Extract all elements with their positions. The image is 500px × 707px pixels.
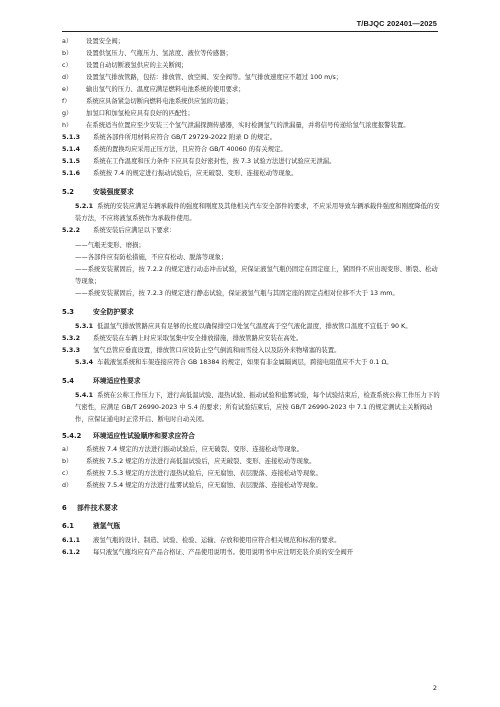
section-title: 环境适应性试验顺序和要求应符合 (93, 432, 195, 440)
list-marker: d） (62, 74, 73, 81)
clause-number: 6.1.1 (62, 537, 81, 544)
list-marker: c） (62, 470, 72, 477)
section-title: 环境适应性要求 (93, 377, 141, 385)
list-marker: a） (62, 38, 73, 45)
list-text: 设置氢气排放管路，包括：排放管、放空阀、安全阀等。氢气排放速度应不超过 100 m/s； (86, 74, 343, 81)
clause (62, 357, 440, 369)
list-marker: b） (62, 50, 73, 57)
clause-text: 系统按 7.4 的规定进行振动试验后，应无破裂、变形、连接松动等现象。 (93, 170, 298, 177)
clause-text: 系统的安装应满足车辆承载件的强度和刚度及其他相关汽车安全部件的要求，不应采用导致车辆承载件强度和刚度降低的安装方法，不应将液氢系统作为承载件使用。 (75, 203, 440, 222)
section-heading (62, 186, 440, 198)
list-item (62, 60, 440, 72)
clause-number: 5.4.1 (75, 392, 94, 399)
clause (62, 144, 440, 156)
list-marker: f） (62, 98, 71, 105)
clause-text: 系统在工作温度和压力条件下应具有良好密封性，按 7.3 试验方法进行试验应无泄漏。 (93, 158, 336, 165)
subsection-heading (62, 430, 440, 442)
clause (62, 345, 440, 357)
section-title: 液氢气瓶 (93, 522, 121, 530)
list-text: 输出氢气的压力、温度应满足燃料电池系统的使用要求； (86, 86, 245, 93)
list-item (62, 48, 440, 60)
list-marker: g） (62, 110, 73, 117)
list-item (62, 120, 440, 132)
list-marker: e） (62, 86, 73, 93)
clause-text: 氢气总管应垂直设置，排放管口应设防止空气倒流和雨雪侵入以及防外来物堵塞的装置。 (93, 347, 341, 354)
clause-number: 5.1.5 (62, 158, 81, 165)
list-marker: d） (62, 482, 73, 489)
section-heading (62, 520, 440, 532)
dash-item: ——系统安装紧固后，按 7.2.2 的规定进行动态冲击试验，应保证液氢气瓶仍固定在固定座上，紧固件不应出现变形、断裂、松动等现象； (75, 266, 438, 285)
clause (62, 321, 440, 333)
clause-text: 系统安装在车辆上时应采取氢集中安全排放措施，排放管路应安装在高处。 (93, 335, 303, 342)
list-text: 系统按 7.5.2 规定的方法进行高低温试验后，应无破裂、变形、连接松动等现象。 (86, 458, 316, 465)
section-title: 安装强度要求 (93, 188, 134, 196)
dash-item: ——系统安装紧固后，按 7.2.3 的规定进行静态试验，保证液氢气瓶与其固定座的固定点相对位移不大于 13 mm。 (75, 290, 399, 297)
clause (62, 547, 440, 559)
clause-number: 6.1.2 (62, 549, 81, 556)
clause-text: 车载液氢系统和车架连接应符合 GB 18384 的规定，如果有非金属隔离层，跨接电阻值应不大于 0.1 Ω。 (97, 359, 393, 366)
list-text: 设置安全阀； (86, 38, 125, 45)
list-text: 在系统适当位置应至少安装三个氢气泄漏探测传感器，实时检测氢气的泄漏量，并将信号传递给氢气浓度报警装置。 (86, 122, 410, 129)
clause-text: 液氢气瓶的设计、制造、试验、检验、运输、存放和使用应符合相关规范和标准的要求。 (93, 537, 341, 544)
clause-number: 5.1.6 (62, 170, 81, 177)
section-title: 安全防护要求 (93, 308, 134, 316)
list-item (62, 456, 440, 468)
clause-text: 系统的置换均应采用正压方法，且应符合 GB/T 40060 的有关规定。 (93, 146, 287, 153)
list-marker: b） (62, 458, 73, 465)
list-text: 系统按 7.5.3 规定的方法进行湿热试验后，应无腐蚀、表层脱落、连接松动等现象。 (86, 470, 322, 477)
list-item (62, 480, 440, 492)
dash-item: ——气瓶无变形、磨损； (75, 242, 145, 249)
section-number: 5.4.2 (62, 432, 82, 440)
clause (62, 168, 440, 180)
dash-item: ——各部件应有防松措施，不应有松动、脱落等现象； (75, 254, 228, 261)
clause (62, 535, 440, 547)
clause-text: 系统安装后应满足以下要求： (93, 227, 176, 234)
clause-number: 5.1.3 (62, 134, 81, 141)
clause-text: 低温氢气排放管路应具有足够的长度以确保排空口处氢气温度高于空气液化温度，排放管口温度不宜低于 90 K。 (97, 323, 412, 330)
list-text: 加氢口和加氢枪应具有良好的匹配性； (86, 110, 194, 117)
clause-number: 5.2.2 (62, 227, 81, 234)
list-item (62, 72, 440, 84)
list-text: 系统应具备紧急切断向燃料电池系统供应氢的功能； (86, 98, 232, 105)
list-item (62, 108, 440, 120)
page-number: 2 (432, 684, 437, 692)
header-rule (62, 31, 438, 32)
section-number: 5.3 (62, 308, 75, 316)
chapter-heading (62, 502, 440, 514)
list-text: 系统按 7.5.4 规定的方法进行盐雾试验后，应无腐蚀、表层脱落、连接松动等现象。 (86, 482, 322, 489)
clause-number: 5.3.4 (75, 359, 94, 366)
clause-number: 5.3.3 (62, 347, 81, 354)
clause-number: 5.3.1 (75, 323, 94, 330)
list-text: 设置供氢压力、气瓶压力、氢浓度、液位等传感器； (86, 50, 232, 57)
clause (62, 390, 440, 426)
list-item (62, 84, 440, 96)
chapter-title: 部件技术要求 (77, 504, 118, 512)
clause (62, 225, 440, 237)
list-marker: c） (62, 62, 72, 69)
clause-number: 5.2.1 (75, 203, 94, 210)
list-item (62, 36, 440, 48)
clause (62, 333, 440, 345)
clause-number: 5.3.2 (62, 335, 81, 342)
chapter-number: 6 (62, 504, 67, 512)
clause (62, 156, 440, 168)
list-marker: a） (62, 446, 73, 453)
clause-number: 5.1.4 (62, 146, 81, 153)
section-number: 6.1 (62, 522, 75, 530)
section-heading (62, 375, 440, 387)
clause-text: 系统各部件所用材料应符合 GB/T 29729-2022 附录 D 的规定。 (93, 134, 277, 141)
list-text: 系统按 7.4 规定的方法进行振动试验后，应无破裂、变形、连接松动等现象。 (86, 446, 304, 453)
list-item (62, 444, 440, 456)
list-item (62, 96, 440, 108)
document-body (62, 36, 440, 559)
section-number: 5.4 (62, 377, 75, 385)
list-item (62, 468, 440, 480)
list-marker: h） (62, 122, 73, 129)
document-id: T/BJQC 202401—2025 (356, 19, 437, 28)
clause-text: 系统在公称工作压力下，进行高低温试验、湿热试验、振动试验和盐雾试验，每个试验结束后，检查系统公称工作压力下的气密性，应满足 GB/T 26990-2023 中 5.4 的要求；所有试验结束后，应按 GB/T 26990-2023 中 7.1 的规定测试主关断阀动作，应保证通电时正常开启、断电时自动关闭。 (75, 392, 440, 423)
clause (62, 132, 440, 144)
section-number: 5.2 (62, 188, 75, 196)
list-text: 设置自动切断液氢供应的主关断阀； (86, 62, 188, 69)
section-heading (62, 306, 440, 318)
clause (62, 201, 440, 225)
clause-text: 每只液氢气瓶均应有产品合格证、产品使用说明书。使用说明书中应注明充装介质的安全阀开 (93, 549, 354, 556)
